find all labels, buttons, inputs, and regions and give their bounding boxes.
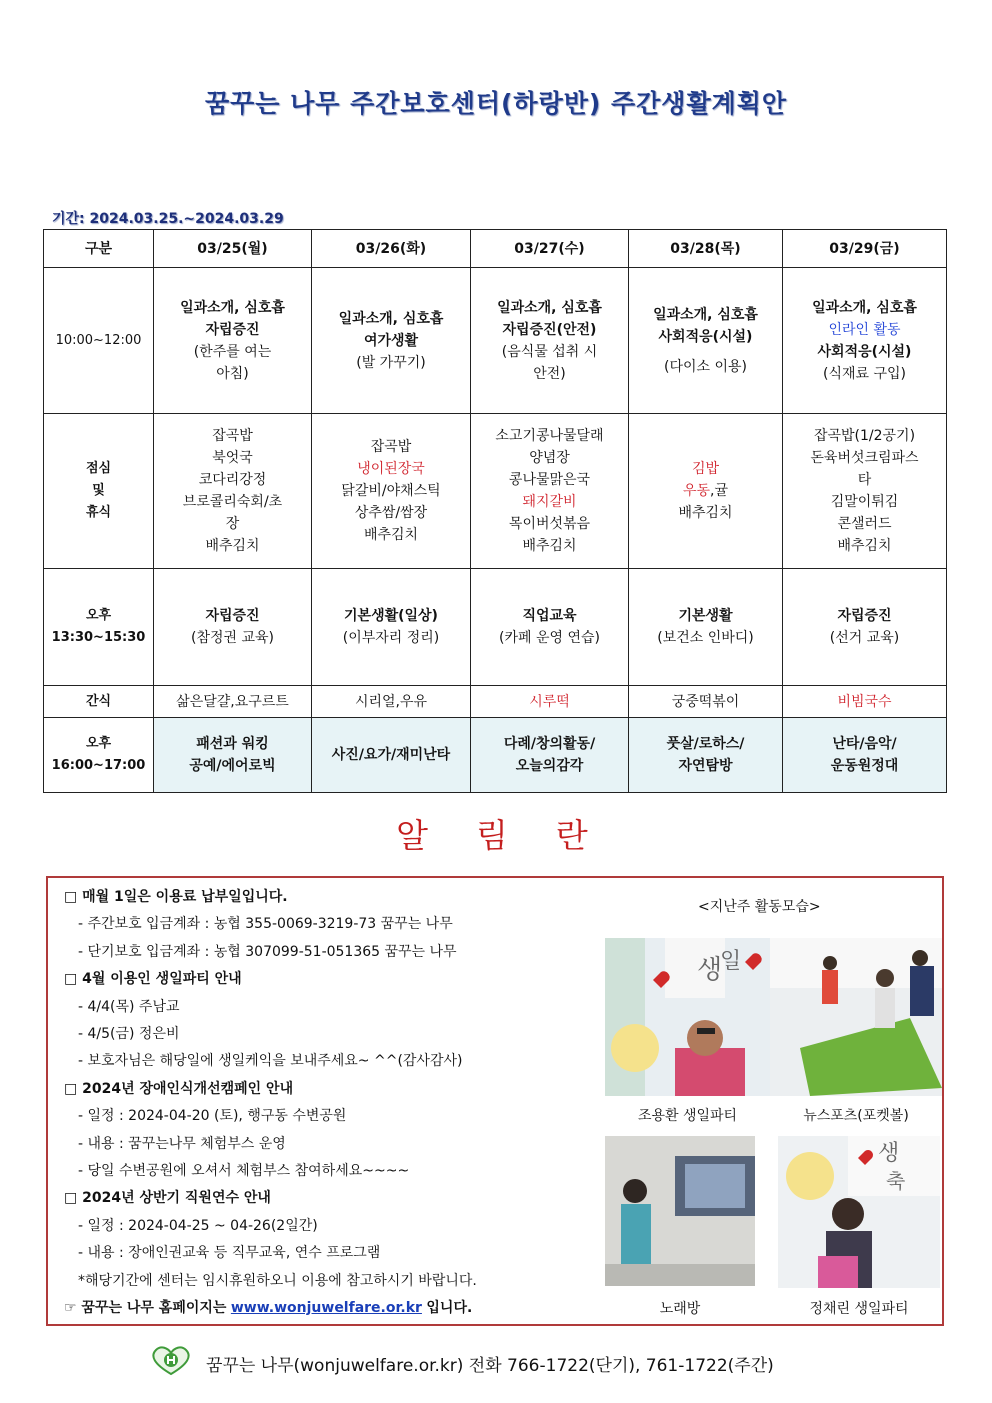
notice-item: - 4/5(금) 정은비 [78,1026,180,1043]
schedule-cell [312,569,471,686]
notice-item: - 내용 : 장애인권교육 등 직무교육, 연수 프로그램 [78,1245,381,1262]
menu-item: 잡곡밥 [212,428,253,444]
menu-item: 배추김치 [837,538,892,554]
menu-item: 콘샐러드 [837,516,892,532]
footer [150,1346,774,1381]
photo-caption: 노래방 [659,1301,701,1317]
notice-heading: □ 2024년 장애인식개선캠페인 안내 [64,1080,294,1097]
activity-line: 자립증진 [205,608,260,624]
menu-item: 김말이튀김 [830,494,899,510]
activity-line: 사회적응(시설) [817,343,912,360]
header-day: 03/29(금) [783,230,947,268]
photo-caption: 뉴스포츠(포켓볼) [803,1108,909,1124]
notice-heading: □ 4월 이용인 생일파티 안내 [64,971,242,988]
activity-line: (보건소 인바디) [657,630,754,646]
activity-line: 자립증진 [205,321,260,338]
row-label: 오후 13:30~15:30 [44,569,154,686]
menu-item: 배추김치 [363,527,419,543]
row-label: 오후 16:00~17:00 [44,718,154,793]
menu-item: 우동,귤 [682,483,729,499]
notice-item: - 일정 : 2024-04-20 (토), 행구동 수변공원 [78,1108,347,1125]
notice-item: - 일정 : 2024-04-25 ~ 04-26(2일간) [78,1217,318,1234]
schedule-cell [783,569,947,686]
schedule-cell [154,569,312,686]
snack-cell: 비빔국수 [783,686,947,718]
pool-photo [770,938,942,1096]
activity-line: (발 가꾸기) [356,354,426,371]
activity-line: (다이소 이용) [664,358,747,375]
activity-line: 일과소개, 심호흡 [180,299,285,316]
menu-item: 배추김치 [522,538,577,554]
menu-item: 냉이된장국 [357,461,425,477]
activity-line: 안전) [533,365,566,382]
birthday-photo-2 [778,1136,940,1288]
schedule-cell [312,268,471,414]
photo-caption: 정채린 생일파티 [809,1301,909,1317]
notice-heading: □ 2024년 상반기 직원연수 안내 [64,1190,271,1207]
svg-text:생: 생 [878,1141,900,1166]
table-row-afternoon [44,569,947,686]
heart-logo-icon [150,1346,192,1381]
birthday-photo-1 [605,938,770,1096]
photo-caption: 조용환 생일파티 [637,1108,738,1124]
activity-line: 기본생활(일상) [344,608,438,624]
activity-line: 자립증진 [837,608,892,624]
notice-list [64,884,604,1323]
notice-item: - 당일 수변공원에 오셔서 체험부스 참여하세요~~~~ [78,1163,410,1180]
menu-item: 목이버섯볶음 [508,516,591,532]
svg-text:생: 생 [697,955,723,985]
homepage-link[interactable]: www.wonjuwelfare.or.kr [230,1300,422,1317]
notice-heading: □ 매월 1일은 이용료 납부일입니다. [64,889,288,905]
snack-cell: 시리얼,우유 [312,686,471,718]
header-day: 03/27(수) [471,230,629,268]
menu-item: 북엇국 [212,450,253,466]
menu-item: 잡곡밥(1/2공기) [813,428,916,444]
menu-item: 양념장 [529,450,570,466]
header-day: 03/26(화) [312,230,471,268]
snack-cell: 궁중떡볶이 [629,686,783,718]
activity-line: 일과소개, 심호흡 [653,306,758,323]
notice-box [46,876,944,1326]
schedule-cell [629,569,783,686]
menu-cell [471,414,629,569]
menu-item: 브로콜리숙회/초 [182,494,283,510]
menu-item: 닭갈비/야채스틱 [341,483,441,499]
activity-line: 사회적응(시설) [658,328,753,345]
row-label: 간식 [44,686,154,718]
activity-cell: 난타/음악/ 운동원정대 [783,718,947,793]
menu-item: 김밥 [691,461,720,477]
svg-text:축: 축 [886,1169,906,1193]
activity-cell: 다례/창의활동/ 오늘의감각 [471,718,629,793]
menu-item: 코다리강정 [198,472,267,488]
activity-cell: 풋살/로하스/ 자연탐방 [629,718,783,793]
notice-item: *해당기간에 센터는 임시휴원하오니 이용에 참고하시기 바랍니다. [78,1272,477,1289]
svg-text:일: 일 [720,949,742,974]
menu-cell [629,414,783,569]
snack-cell: 삶은달걀,요구르트 [154,686,312,718]
activity-line: (한주를 여는 [193,343,272,360]
activity-cell: 사진/요가/재미난타 [312,718,471,793]
table-row-lunch [44,414,947,569]
row-label: 10:00~12:00 [44,268,154,414]
notice-item: - 단기보호 입금계좌 : 농협 307099-51-051365 꿈꾸는 나무 [78,943,457,960]
activity-line: 직업교육 [522,608,577,624]
schedule-cell [471,569,629,686]
homepage-line: ☞ 꿈꾸는 나무 홈페이지는 www.wonjuwelfare.or.kr 입니다. [64,1300,473,1317]
activity-line: (음식물 섭취 시 [501,343,598,360]
menu-item: 상추쌈/쌈장 [354,505,428,521]
karaoke-photo [605,1136,755,1286]
schedule-cell [629,268,783,414]
activity-line: (이부자리 정리) [342,630,440,646]
menu-cell [154,414,312,569]
menu-cell [783,414,947,569]
menu-item: 배추김치 [678,505,733,521]
menu-item: 타 [857,472,872,488]
period-label: 기간: 2024.03.25.~2024.03.29 [52,211,284,227]
menu-item: 소고기콩나물달래 [495,428,604,444]
activity-line: 자립증진(안전) [502,321,597,338]
menu-item: 잡곡밥 [370,439,412,455]
activity-line: 일과소개, 심호흡 [812,299,917,316]
activity-line: 아침) [216,365,249,382]
activity-line: 일과소개, 심호흡 [338,310,444,327]
header-day: 03/28(목) [629,230,783,268]
photos-caption: <지난주 활동모습> [698,899,821,915]
notice-item: - 보호자님은 해당일에 생일케익을 보내주세요~ ^^(감사감사) [78,1053,463,1070]
menu-cell [312,414,471,569]
schedule-cell [154,268,312,414]
menu-item: 콩나물맑은국 [508,472,591,488]
menu-item: 배추김치 [205,538,260,554]
snack-cell: 시루떡 [471,686,629,718]
notice-item: - 내용 : 꿈꾸는나무 체험부스 운영 [78,1135,286,1152]
footer-text: 꿈꾸는 나무(wonjuwelfare.or.kr) 전화 766-1722(단기), 761-1722(주간) [206,1356,774,1376]
table-row-morning [44,268,947,414]
activity-line: (식재료 구입) [823,365,906,382]
activity-line: 일과소개, 심호흡 [497,299,602,316]
header-category: 구분 [44,230,154,268]
weekly-plan-table [43,229,947,793]
notice-item: - 주간보호 입금계좌 : 농협 355-0069-3219-73 꿈꾸는 나무 [78,916,453,933]
notice-title: 알림란 [396,816,636,855]
table-row-late-afternoon [44,718,947,793]
notice-item: - 4/4(목) 주남교 [78,998,180,1015]
table-row-snack [44,686,947,718]
header-day: 03/25(월) [154,230,312,268]
page-title: 꿈꾸는 나무 주간보호센터(하랑반) 주간생활계획안 [204,89,788,118]
table-header-row [44,230,947,268]
activity-line: (선거 교육) [829,630,900,646]
row-label: 점심 및 휴식 [44,414,154,569]
activity-line: 기본생활 [678,608,733,624]
activity-line: (카페 운영 연습) [499,630,600,646]
activity-line: 여가생활 [363,332,419,349]
menu-item: 장 [225,516,240,532]
activity-line: 인라인 활동 [828,321,901,338]
schedule-cell [471,268,629,414]
activity-line: (참정권 교육) [191,630,274,646]
menu-item: 돼지갈비 [522,494,577,510]
schedule-cell [783,268,947,414]
menu-item: 돈육버섯크림파스 [810,450,919,466]
activity-cell: 패션과 워킹 공예/에어로빅 [154,718,312,793]
